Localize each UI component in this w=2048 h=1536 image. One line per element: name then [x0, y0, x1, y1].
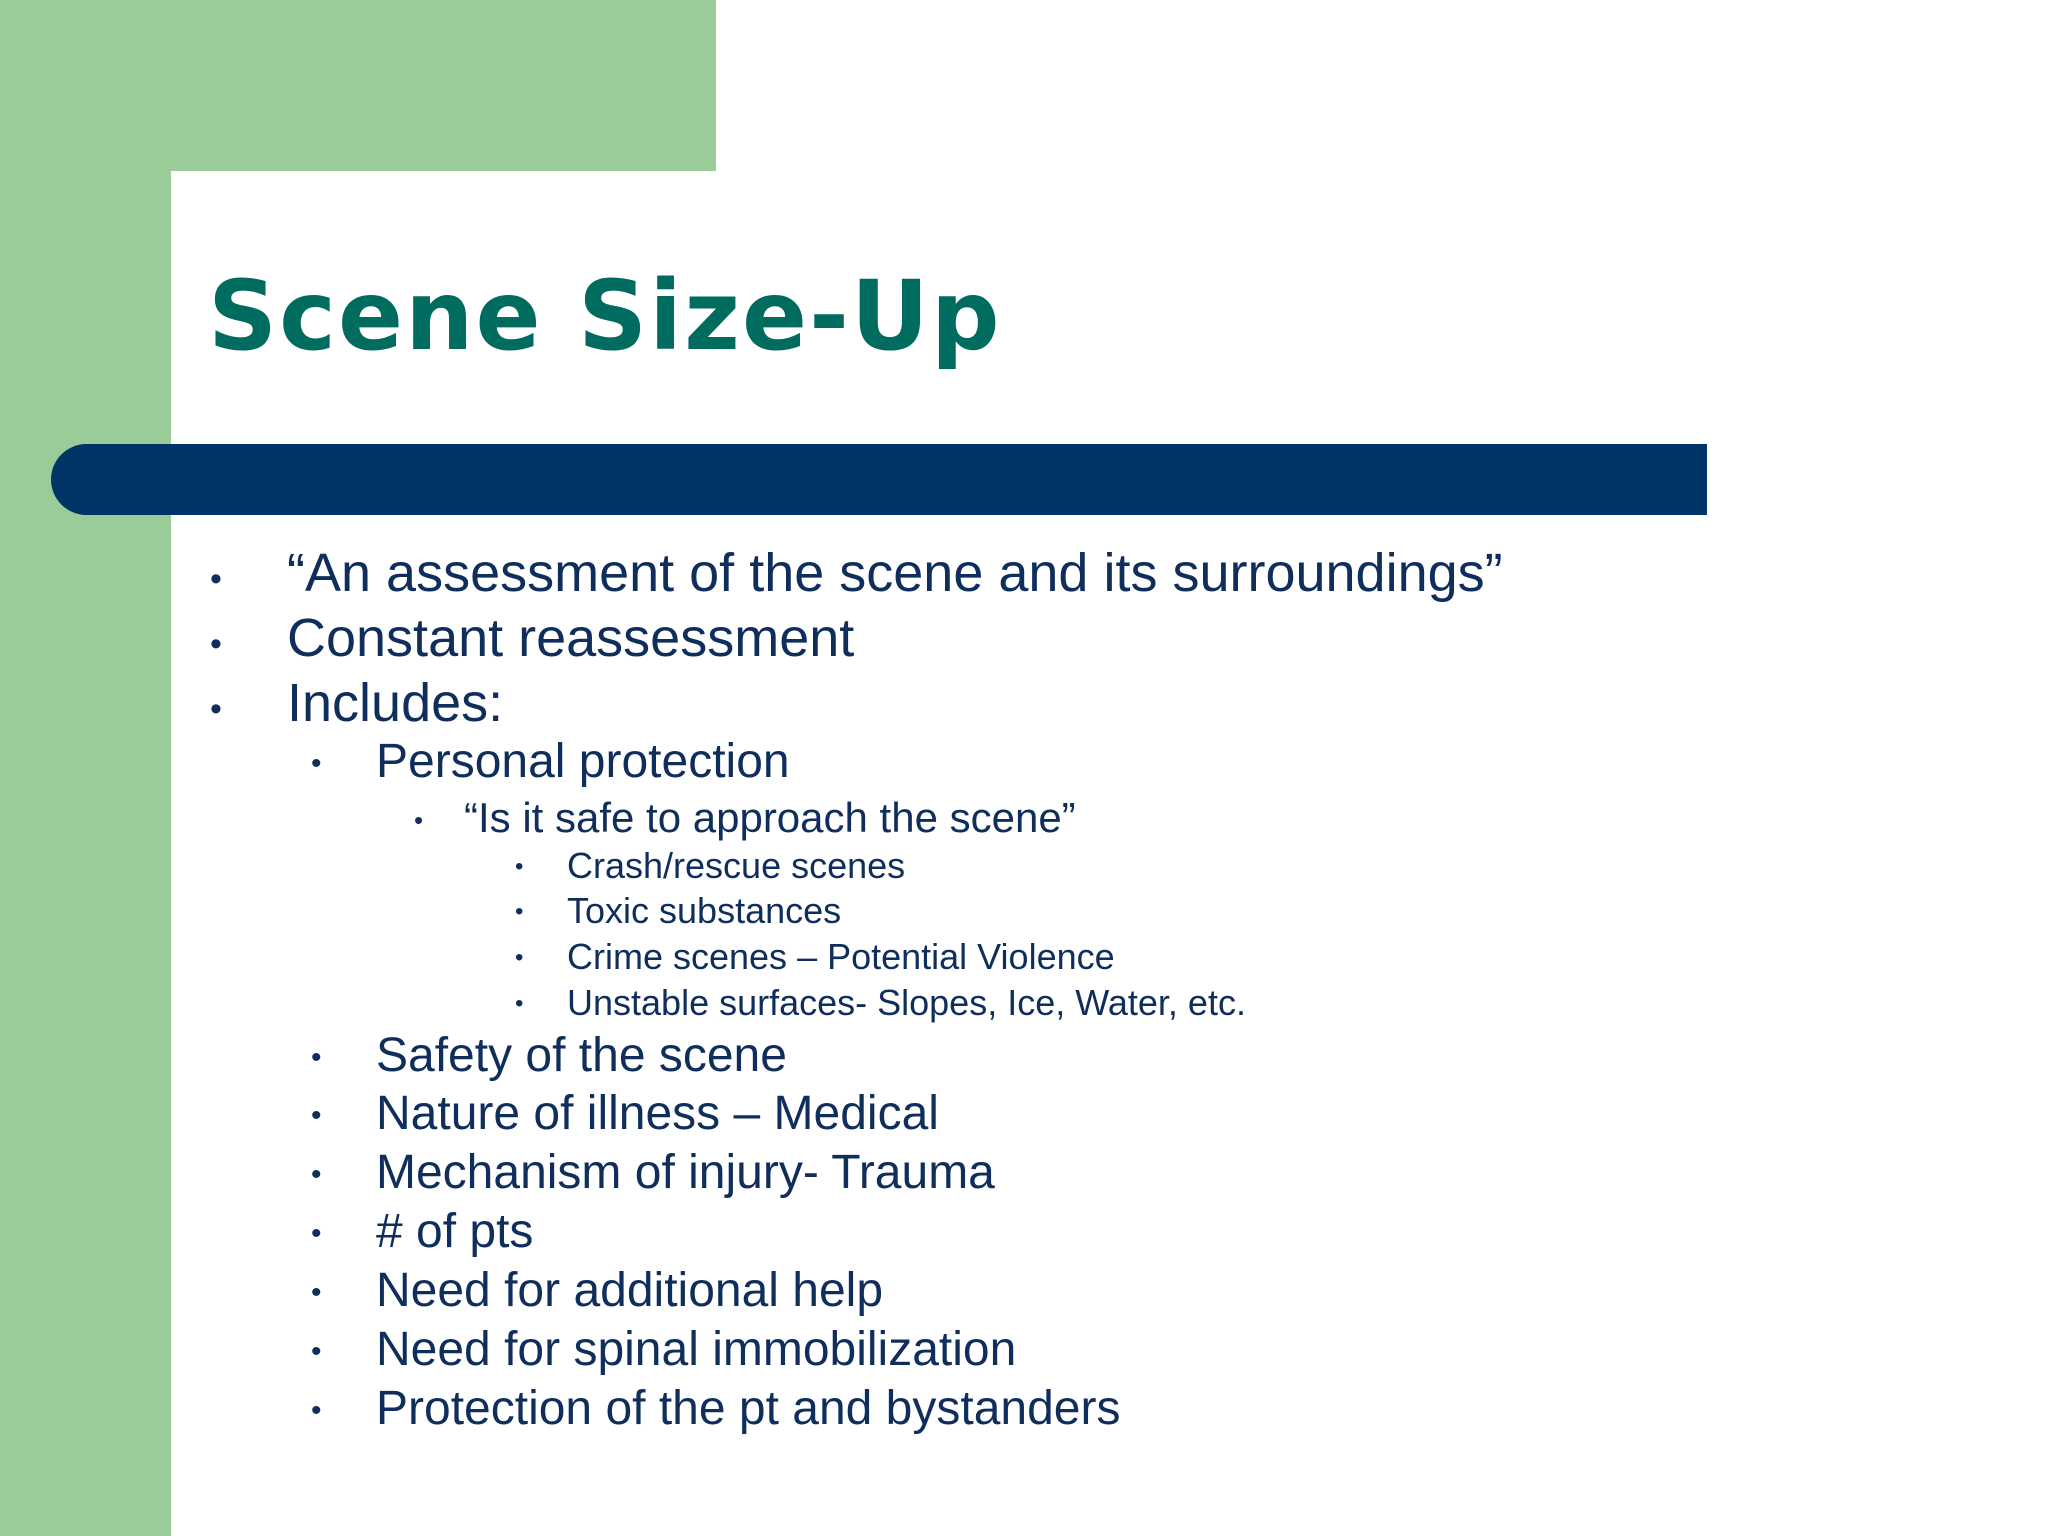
bullet-text: Crime scenes – Potential Violence — [567, 936, 1115, 977]
bullet-marker: • — [515, 853, 524, 880]
bullet-text: Need for additional help — [376, 1264, 884, 1317]
bullet-text: Includes: — [287, 673, 504, 733]
bullet-marker: • — [210, 625, 222, 663]
bullet-marker: • — [414, 805, 424, 835]
title-underline-bar — [51, 444, 1707, 515]
bullet-text: “An assessment of the scene and its surroundings” — [287, 543, 1503, 603]
bullet-text: Need for spinal immobilization — [376, 1323, 1017, 1376]
bullet-marker: • — [311, 1041, 322, 1074]
bullet-marker: • — [210, 560, 222, 598]
bullet-marker: • — [515, 898, 524, 925]
bullet-marker: • — [311, 747, 322, 780]
bullet-text: Mechanism of injury- Trauma — [376, 1146, 995, 1199]
bullet-text: Unstable surfaces- Slopes, Ice, Water, etc. — [567, 982, 1246, 1023]
bullet-marker: • — [515, 944, 524, 971]
slide-title: Scene Size-Up — [208, 260, 1002, 372]
bullet-text: # of pts — [376, 1205, 534, 1258]
bullet-marker: • — [311, 1335, 322, 1368]
bullet-marker: • — [515, 990, 524, 1017]
bullet-text: Personal protection — [376, 735, 790, 788]
bullet-marker: • — [311, 1099, 322, 1132]
bullet-text: Safety of the scene — [376, 1029, 787, 1082]
bullet-marker: • — [311, 1158, 322, 1191]
green-side-band — [0, 0, 171, 1536]
bullet-text: Toxic substances — [567, 890, 842, 931]
bullet-text: Nature of illness – Medical — [376, 1087, 939, 1140]
bullet-marker: • — [311, 1276, 322, 1309]
bullet-marker: • — [311, 1217, 322, 1250]
bullet-marker: • — [210, 690, 222, 728]
green-top-band — [0, 0, 716, 171]
bullet-marker: • — [311, 1394, 322, 1427]
bullet-text: Crash/rescue scenes — [567, 845, 906, 886]
bullet-text: Constant reassessment — [287, 608, 855, 668]
bullet-text: Protection of the pt and bystanders — [376, 1382, 1121, 1435]
bullet-text: “Is it safe to approach the scene” — [464, 794, 1076, 841]
